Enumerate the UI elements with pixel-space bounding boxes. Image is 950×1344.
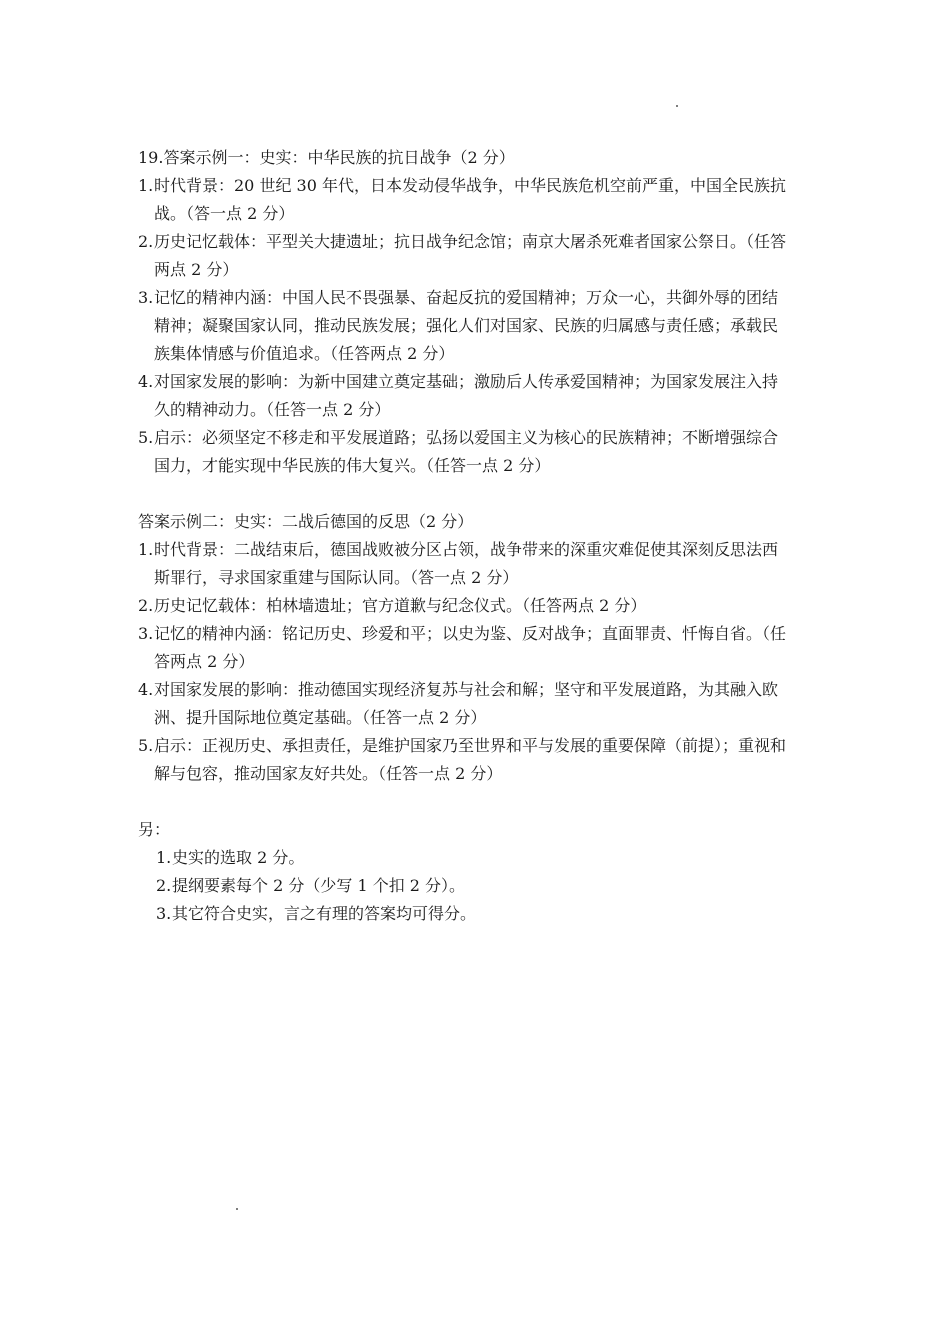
example-one-section — [138, 144, 788, 480]
list-item — [138, 676, 788, 732]
note-item — [138, 844, 788, 872]
item-text: 启示：正视历史、承担责任，是维护国家乃至世界和平与发展的重要保障（前提）；重视和解与包容，推动国家友好共处。（任答一点 2 分） — [154, 736, 787, 783]
item-text: 记忆的精神内涵：铭记历史、珍爱和平；以史为鉴、反对战争；直面罪责、忏悔自省。（任答两点 2 分） — [154, 624, 787, 671]
list-item — [138, 424, 788, 480]
section-spacer — [138, 788, 788, 816]
list-item — [138, 620, 788, 676]
item-text: 记忆的精神内涵：中国人民不畏强暴、奋起反抗的爱国精神；万众一心，共御外辱的团结精神；凝聚国家认同，推动民族发展；强化人们对国家、民族的归属感与责任感；承载民族集体情感与价值追求。（任答两点 2 分） — [154, 288, 779, 363]
item-text: 提纲要素每个 2 分（少写 1 个扣 2 分）。 — [172, 876, 466, 895]
item-number: 4. — [138, 680, 154, 699]
item-text: 时代背景：二战结束后，德国战败被分区占领，战争带来的深重灾难促使其深刻反思法西斯罪行，寻求国家重建与国际认同。（答一点 2 分） — [154, 540, 779, 587]
item-text: 对国家发展的影响：推动德国实现经济复苏与社会和解；坚守和平发展道路，为其融入欧洲、提升国际地位奠定基础。（任答一点 2 分） — [154, 680, 779, 727]
list-item — [138, 228, 788, 284]
item-text: 启示：必须坚定不移走和平发展道路；弘扬以爱国主义为核心的民族精神；不断增强综合国力，才能实现中华民族的伟大复兴。（任答一点 2 分） — [154, 428, 779, 475]
item-text: 对国家发展的影响：为新中国建立奠定基础；激励后人传承爱国精神；为国家发展注入持久的精神动力。（任答一点 2 分） — [154, 372, 779, 419]
answer-content — [138, 144, 788, 928]
item-number: 2. — [138, 232, 154, 251]
note-item — [138, 900, 788, 928]
item-number: 2. — [156, 876, 172, 895]
item-number: 4. — [138, 372, 154, 391]
item-number: 3. — [156, 904, 172, 923]
item-text: 其它符合史实，言之有理的答案均可得分。 — [172, 904, 477, 923]
page-mark-bottom — [236, 1208, 238, 1210]
item-number: 3. — [138, 624, 154, 643]
list-item — [138, 284, 788, 368]
example-two-section — [138, 508, 788, 788]
list-item — [138, 368, 788, 424]
item-number: 1. — [138, 176, 154, 195]
item-number: 5. — [138, 736, 154, 755]
notes-section — [138, 816, 788, 928]
section-spacer — [138, 480, 788, 508]
list-item — [138, 172, 788, 228]
item-number: 1. — [138, 540, 154, 559]
note-item — [138, 872, 788, 900]
item-number: 1. — [156, 848, 172, 867]
item-text: 历史记忆载体：柏林墙遗址；官方道歉与纪念仪式。（任答两点 2 分） — [154, 596, 647, 615]
item-number: 5. — [138, 428, 154, 447]
example-two-heading: 答案示例二：史实：二战后德国的反思（2 分） — [138, 512, 474, 531]
list-item — [138, 592, 788, 620]
item-text: 时代背景：20 世纪 30 年代，日本发动侵华战争，中华民族危机空前严重，中国全民族抗战。（答一点 2 分） — [154, 176, 786, 223]
list-item — [138, 536, 788, 592]
notes-heading: 另： — [138, 820, 171, 839]
example-one-heading: 19.答案示例一：史实：中华民族的抗日战争（2 分） — [138, 148, 515, 167]
item-number: 3. — [138, 288, 154, 307]
item-text: 历史记忆载体：平型关大捷遗址；抗日战争纪念馆；南京大屠杀死难者国家公祭日。（任答两点 2 分） — [154, 232, 787, 279]
list-item — [138, 732, 788, 788]
item-number: 2. — [138, 596, 154, 615]
page-mark-top — [676, 105, 678, 107]
item-text: 史实的选取 2 分。 — [172, 848, 305, 867]
